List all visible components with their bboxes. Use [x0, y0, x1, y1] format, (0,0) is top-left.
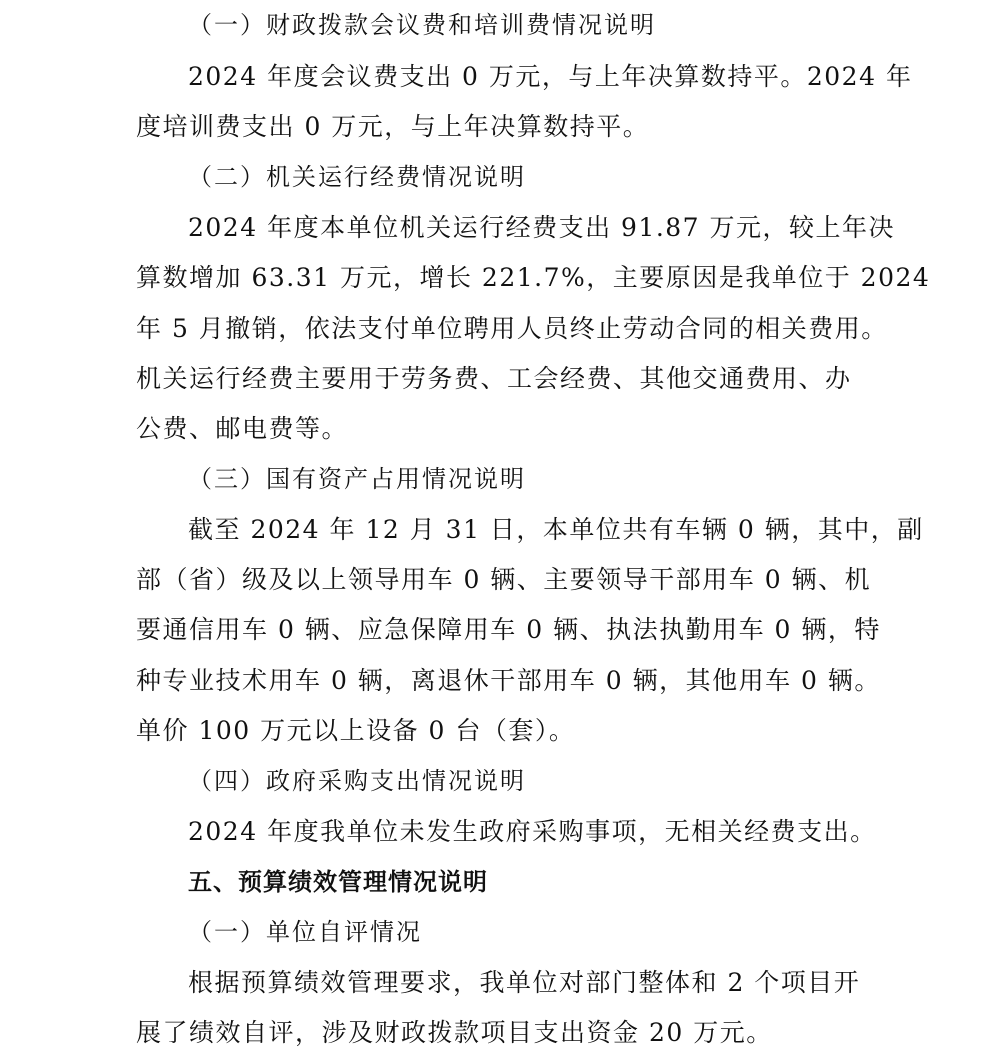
paragraph-line: 公费、邮电费等。 [136, 414, 349, 443]
paragraph-line: 2024 年度我单位未发生政府采购事项，无相关经费支出。 [188, 817, 877, 846]
paragraph-line: 算数增加 63.31 万元，增长 221.7%，主要原因是我单位于 2024 [136, 263, 931, 292]
paragraph-line: 年 5 月撤销，依法支付单位聘用人员终止劳动合同的相关费用。 [136, 314, 888, 343]
section-heading-procurement: （四）政府采购支出情况说明 [188, 767, 526, 795]
paragraph-line: 机关运行经费主要用于劳务费、工会经费、其他交通费用、办 [136, 364, 852, 393]
paragraph-line: 2024 年度会议费支出 0 万元，与上年决算数持平。2024 年 [188, 62, 913, 91]
subsection-heading-self-evaluation: （一）单位自评情况 [188, 918, 422, 946]
paragraph-line: 度培训费支出 0 万元，与上年决算数持平。 [136, 112, 650, 141]
paragraph-line: 部（省）级及以上领导用车 0 辆、主要领导干部用车 0 辆、机 [136, 565, 872, 594]
paragraph-line: 要通信用车 0 辆、应急保障用车 0 辆、执法执勤用车 0 辆，特 [136, 615, 881, 644]
paragraph-line: 截至 2024 年 12 月 31 日，本单位共有车辆 0 辆，其中，副 [188, 515, 924, 544]
paragraph-line: 展了绩效自评，涉及财政拨款项目支出资金 20 万元。 [136, 1018, 773, 1047]
paragraph-line: 单价 100 万元以上设备 0 台（套）。 [136, 716, 576, 745]
section-heading-state-assets: （三）国有资产占用情况说明 [188, 465, 526, 493]
paragraph-line: 2024 年度本单位机关运行经费支出 91.87 万元，较上年决 [188, 213, 896, 242]
section-heading-meeting-training: （一）财政拨款会议费和培训费情况说明 [188, 11, 656, 39]
chapter-heading-performance: 五、预算绩效管理情况说明 [188, 868, 488, 896]
paragraph-line: 种专业技术用车 0 辆，离退休干部用车 0 辆，其他用车 0 辆。 [136, 666, 881, 695]
paragraph-line: 根据预算绩效管理要求，我单位对部门整体和 2 个项目开 [188, 968, 861, 997]
section-heading-operating-expenses: （二）机关运行经费情况说明 [188, 163, 526, 191]
